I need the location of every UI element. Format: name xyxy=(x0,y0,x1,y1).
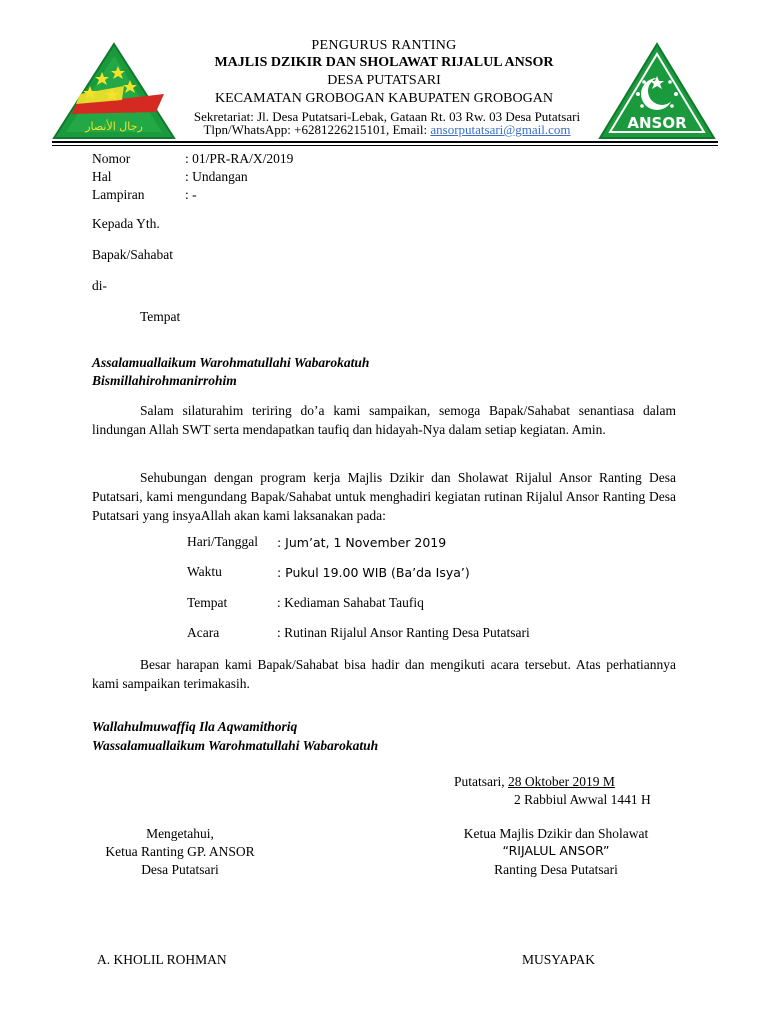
tempat-label: Tempat xyxy=(187,595,228,610)
org-name: MAJLIS DZIKIR DAN SHOLAWAT RIJALUL ANSOR xyxy=(214,55,554,70)
di-line: di- xyxy=(92,278,107,293)
waktu-value: : Pukul 19.00 WIB (Ba’da Isya’) xyxy=(277,565,470,580)
hari-label: Hari/Tanggal xyxy=(187,534,259,549)
tempat-line: Tempat xyxy=(140,309,181,324)
date-masehi: 28 Oktober 2019 M xyxy=(508,774,615,789)
basmalah: Bismillahirohmanirrohim xyxy=(92,373,237,388)
nomor-label: Nomor xyxy=(92,151,131,166)
recipient-line: Bapak/Sahabat xyxy=(92,247,173,262)
hal-value: : Undangan xyxy=(185,169,248,184)
closing-line-1: Wallahulmuwaffiq Ila Aqwamithoriq xyxy=(92,719,298,734)
acara-label: Acara xyxy=(187,625,220,640)
salam-opening: Assalamuallaikum Warohmatullahi Wabarokatuh xyxy=(92,355,370,370)
paragraph-1: Salam silaturahim teriring do’a kami sampaikan, semoga Bapak/Sahabat senantiasa dalam lindungan Allah SWT serta mendapatkan taufiq dan hidayah-Nya dalam setiap kegiatan. Amin. xyxy=(92,403,676,437)
header-rule-thin xyxy=(52,145,718,146)
nomor-value: : 01/PR-RA/X/2019 xyxy=(185,151,294,166)
sign-left-line3: Desa Putatsari xyxy=(141,862,219,877)
org-district: KECAMATAN GROBOGAN KABUPATEN GROBOGAN xyxy=(215,91,553,106)
org-level: PENGURUS RANTING xyxy=(311,38,457,53)
org-village: DESA PUTATSARI xyxy=(327,73,441,88)
waktu-label: Waktu xyxy=(187,564,222,579)
logo-arabic-text: رجال الأنصار xyxy=(85,120,143,133)
date-hijri: 2 Rabbiul Awwal 1441 H xyxy=(514,792,651,807)
tempat-value: : Kediaman Sahabat Taufiq xyxy=(277,595,424,610)
sign-right-name: MUSYAPAK xyxy=(522,952,596,967)
lampiran-value: : - xyxy=(185,187,197,202)
kepada-line: Kepada Yth. xyxy=(92,216,160,231)
sign-right-line2: “RIJALUL ANSOR” xyxy=(502,843,610,858)
letter-date xyxy=(454,773,615,791)
lampiran-label: Lampiran xyxy=(92,187,145,202)
closing-line-2: Wassalamuallaikum Warohmatullahi Wabarokatuh xyxy=(92,738,379,753)
acara-value: : Rutinan Rijalul Ansor Ranting Desa Putatsari xyxy=(277,625,530,640)
org-contact xyxy=(172,122,602,138)
paragraph-2: Sehubungan dengan program kerja Majlis Dzikir dan Sholawat Rijalul Ansor Ranting Desa Putatsari, kami mengundang Bapak/Sahabat untuk menghadiri kegiatan rutinan Rijalul Ansor Ranting Desa Putatsari yang insyaAllah akan kami laksanakan pada: xyxy=(92,470,676,523)
paragraph-3: Besar harapan kami Bapak/Sahabat bisa hadir dan mengikuti acara tersebut. Atas perhatiannya kami sampaikan terimakasih. xyxy=(92,657,676,691)
sign-left-name: A. KHOLIL ROHMAN xyxy=(97,952,227,967)
hal-label: Hal xyxy=(92,169,112,184)
logo-ansor-text: ANSOR xyxy=(627,114,687,132)
date-place: Putatsari, xyxy=(454,774,508,789)
header-rule-thick xyxy=(52,141,718,143)
email-link[interactable]: ansorputatsari@gmail.com xyxy=(430,122,571,137)
sign-left-line2: Ketua Ranting GP. ANSOR xyxy=(105,844,255,859)
sign-right-line1: Ketua Majlis Dzikir dan Sholawat xyxy=(463,826,649,841)
contact-prefix: Tlpn/WhatsApp: +6281226215101, Email: xyxy=(203,122,431,137)
sign-left-line1: Mengetahui, xyxy=(146,826,214,841)
sign-right-line3: Ranting Desa Putatsari xyxy=(494,862,618,877)
org-address: Sekretariat: Jl. Desa Putatsari-Lebak, Gataan Rt. 03 Rw. 03 Desa Putatsari xyxy=(193,109,581,124)
hari-value: : Jum’at, 1 November 2019 xyxy=(277,535,447,550)
